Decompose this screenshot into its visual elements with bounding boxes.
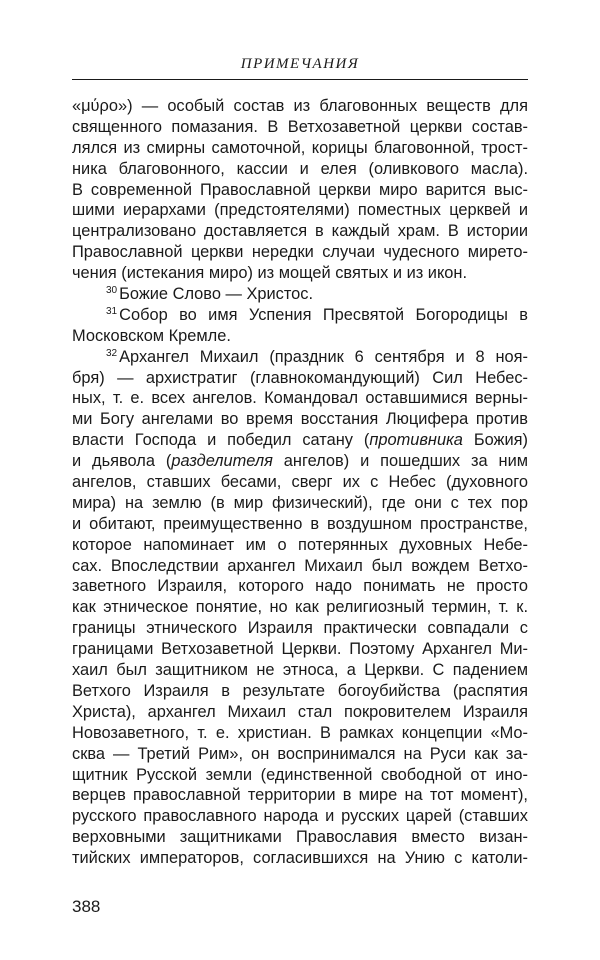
footnote-text: Божие Слово — Христос.: [119, 285, 314, 304]
text-line: Московском Кремле.: [72, 326, 231, 345]
text-segment: Божия): [462, 431, 528, 450]
text-line: [72, 430, 528, 451]
text-line: бря) — архистратиг (главнокомандующий) Сил Небес-: [72, 368, 528, 387]
text-line: «μύρο») — особый состав из благовонных веществ для: [72, 97, 528, 115]
text-line: Христа), архангел Михаил стал покровителем Израиля: [72, 702, 528, 721]
italic-term: противника: [369, 431, 463, 450]
text-line: сах. Впоследствии архангел Михаил был вождем Ветхо-: [72, 556, 528, 575]
footnote-32: [72, 347, 528, 368]
text-line: ми Богу ангелами во время восстания Люцифера против: [72, 410, 528, 429]
text-line: щитник Русской земли (единственной свободной от ино-: [72, 765, 528, 784]
text-line: верховными защитниками Православия вместо визан-: [72, 828, 528, 847]
text-line: сква — Третий Рим», он воспринимался на Руси как за-: [72, 744, 528, 763]
text-segment: ангелов) и пошедших за ним: [272, 452, 528, 471]
text-line: границами Ветхозаветной Церкви. Поэтому Архангел Ми-: [72, 640, 528, 659]
text-line: как этническое понятие, но как религиозный термин, т. к.: [72, 598, 528, 617]
notes-body: [72, 96, 528, 869]
footnote-text: Собор во имя Успения Пресвятой Богородицы в: [119, 305, 528, 324]
footnote-number: 31: [106, 305, 118, 317]
text-line: границы этнического Израиля практически совпадали с: [72, 619, 528, 638]
text-line: чения (истекания миро) из мощей святых и из икон.: [72, 264, 468, 283]
footnote-text: Архангел Михаил (праздник 6 сентября и 8 ноя-: [119, 347, 528, 366]
text-line: священного помазания. В Ветхозаветной церкви состав-: [72, 117, 528, 136]
text-line: мира) на землю (в мир физический), где они с тех пор: [72, 493, 528, 512]
text-line: которое напоминает им о потерянных духовных Небе-: [72, 535, 528, 554]
text-line: ных, т. е. всех ангелов. Командовал оставшимися верны-: [72, 389, 528, 408]
text-line: хаил был защитником не этноса, а Церкви. С падением: [72, 661, 528, 680]
page-number: 388: [72, 897, 101, 916]
text-line: шими иерархами (предстоятелями) поместных церквей и: [72, 201, 528, 220]
text-line: централизовано доставляется в каждый храм. В истории: [72, 222, 528, 241]
text-line: Ветхого Израиля в результате богоубийства (распятия: [72, 681, 528, 700]
text-line: [72, 451, 528, 472]
header-divider: [72, 79, 528, 80]
text-segment: власти Господа и победил сатану (: [72, 431, 370, 450]
text-line: ангелов, ставших бесами, сверг их с Небес (духовного: [72, 473, 528, 492]
text-line: лялся из смирны самоточной, корицы благовонной, трост-: [72, 138, 528, 157]
text-line: ника благовонного, кассии и елея (оливкового масла).: [72, 159, 528, 178]
text-line: русского православного народа и русских царей (ставших: [72, 807, 528, 826]
footnote-30: [72, 284, 528, 305]
text-line: верцев православной территории в мире на тот момент),: [72, 786, 528, 805]
footnote-number: 32: [106, 347, 118, 359]
italic-term: разделителя: [171, 452, 273, 471]
running-header: ПРИМЕЧАНИЯ: [240, 56, 360, 72]
text-line: В современной Православной церкви миро варится выс-: [72, 180, 528, 199]
text-line: Новозаветного, т. е. христиан. В рамках концепции «Мо-: [72, 723, 528, 742]
text-line: и обитают, преимущественно в воздушном пространстве,: [72, 514, 528, 533]
footnote-number: 30: [106, 285, 118, 297]
text-line: Православной церкви нередки случаи чудесного миретo-: [72, 243, 528, 262]
footnote-31: [72, 305, 528, 326]
text-line: тийских императоров, согласившихся на Унию с католи-: [72, 849, 528, 868]
text-line: заветного Израиля, которого надо понимать не просто: [72, 577, 528, 596]
text-segment: и дьявола (: [72, 452, 172, 471]
